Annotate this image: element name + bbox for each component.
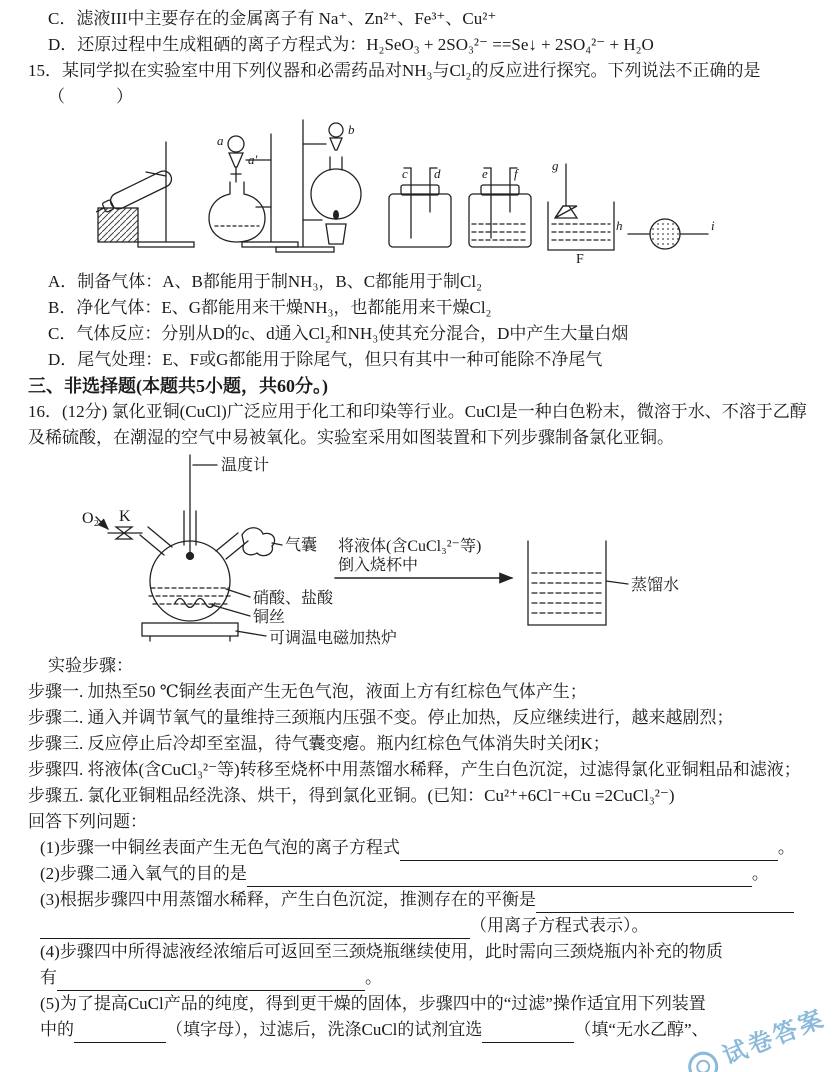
q16-sub5-blank1 bbox=[74, 1026, 166, 1043]
label-pour-line2: 倒入烧杯中 bbox=[338, 557, 419, 574]
heater bbox=[142, 623, 238, 641]
q15-option-a: A．制备气体：A、B都能用于制NH₃，B、C都能用于制Cl₂ bbox=[48, 272, 483, 291]
apparatus-g-drying-bulb bbox=[628, 219, 708, 249]
q16-sub1-period: 。 bbox=[777, 838, 795, 857]
label-a-prime: a′ bbox=[248, 152, 258, 167]
thermometer bbox=[187, 455, 218, 560]
q16-sub2-text: (2)步骤二通入氧气的目的是 bbox=[40, 864, 247, 883]
q16-step-2: 步骤二. 通入并调节氧气的量维持三颈瓶内压强不变。停止加热，反应继续进行，越来越剧烈； bbox=[28, 708, 734, 727]
apparatus-e-washing-bottle bbox=[469, 168, 531, 247]
q16-answer-title: 回答下列问题： bbox=[28, 812, 147, 831]
q15-option-c: C．气体反应：分别从D的c、d通入Cl₂和NH₃使其充分混合，D中产生大量白烟 bbox=[48, 324, 629, 343]
q16-sub2-blank bbox=[247, 870, 752, 887]
q16-intro: 16．(12分) 氯化亚铜(CuCl)广泛应用于化工和印染等行业。CuCl是一种白色粉末，微溶于水、不溶于乙醇及稀硫酸，在潮湿的空气中易被氧化。实验室采用如图装置和下列步骤制备氯化亚铜。 bbox=[28, 402, 807, 447]
label-o2: O₂ bbox=[82, 510, 100, 527]
three-neck-flask bbox=[140, 511, 248, 621]
label-thermometer: 温度计 bbox=[221, 457, 270, 474]
label-heater: 可调温电磁加热炉 bbox=[269, 630, 398, 647]
q16-sub2 bbox=[28, 861, 812, 887]
label-water: 蒸馏水 bbox=[631, 577, 680, 594]
q16-step-1: 步骤一. 加热至50 ℃铜丝表面产生无色气泡，液面上方有红棕色气体产生； bbox=[28, 682, 587, 701]
q15-apparatus-figure bbox=[96, 112, 721, 267]
q16-sub4-period: 。 bbox=[365, 968, 382, 987]
q16-sub3-text: (3)根据步骤四中用蒸馏水稀释，产生白色沉淀，推测存在的平衡是 bbox=[40, 890, 536, 909]
label-device-f: F bbox=[576, 252, 584, 267]
q16-sub3-post: （用离子方程式表示）。 bbox=[470, 916, 649, 935]
q14-option-c: C．滤液III中主要存在的金属离子有 Na⁺、Zn²⁺、Fe³⁺、Cu²⁺ bbox=[48, 9, 497, 28]
q16-sub5-text3: （填“无水乙醇”、 bbox=[574, 1020, 709, 1039]
q14-option-d: D．还原过程中生成粗硒的离子方程式为：H₂SeO₃ + 2SO₃²⁻ ==Se↓ + 2SO₄²⁻ + H₂O bbox=[48, 35, 654, 54]
q16-sub3-line1 bbox=[28, 887, 812, 913]
section-3-header: 三、非选择题(本题共5小题，共60分。) bbox=[28, 376, 328, 396]
apparatus-a-test-tube bbox=[96, 142, 194, 247]
label-c: c bbox=[402, 166, 408, 181]
q16-sub1-blank bbox=[400, 844, 778, 861]
label-gasbag: 气囊 bbox=[285, 537, 318, 554]
q16-sub4-line1: (4)步骤四中所得滤液经浓缩后可返回至三颈烧瓶继续使用，此时需向三颈烧瓶内补充的物质 bbox=[40, 942, 723, 961]
apparatus-f-beaker-funnel bbox=[548, 164, 614, 250]
q16-step-3: 步骤三. 反应停止后冷却至室温，待气囊变瘪。瓶内红棕色气体消失时关闭K； bbox=[28, 734, 610, 753]
beaker bbox=[528, 541, 606, 625]
label-copper-wire: 铜丝 bbox=[253, 609, 286, 626]
q16-sub5-blank2 bbox=[482, 1026, 574, 1043]
q16-sub5-text2: （填字母），过滤后，洗涤CuCl的试剂宜选 bbox=[166, 1020, 483, 1039]
label-k: K bbox=[119, 508, 131, 525]
apparatus-c-round-flask-lamp bbox=[276, 120, 361, 252]
q15-stem: 15．某同学拟在实验室中用下列仪器和必需药品对NH₃与Cl₂的反应进行探究。下列说法不正确的是 bbox=[28, 61, 761, 80]
q16-sub3-line2 bbox=[28, 913, 812, 939]
q16-sub5-text1: 中的 bbox=[40, 1020, 74, 1039]
q16-sub1-text: (1)步骤一中铜丝表面产生无色气泡的离子方程式 bbox=[40, 838, 400, 857]
q16-sub4-blank bbox=[57, 974, 365, 991]
q16-sub2-period: 。 bbox=[751, 864, 769, 883]
q16-sub5-line1: (5)为了提高CuCl产品的纯度，得到更干燥的固体，步骤四中的“过滤”操作适宜用下列装置 bbox=[40, 994, 706, 1013]
q15-option-d: D．尾气处理：E、F或G都能用于除尾气，但只有其中一种可能除不净尾气 bbox=[48, 350, 603, 369]
q16-sub4-line2 bbox=[28, 965, 812, 991]
apparatus-d-gas-bottle bbox=[389, 168, 451, 247]
q16-apparatus-figure bbox=[80, 453, 740, 653]
q16-sub4-text: 有 bbox=[40, 968, 57, 987]
q15-option-b: B．净化气体：E、G都能用来干燥NH₃，也都能用来干燥Cl₂ bbox=[48, 298, 492, 317]
label-a: a bbox=[217, 133, 224, 148]
label-e: e bbox=[482, 166, 488, 181]
label-i: i bbox=[711, 218, 715, 233]
q16-step-5: 步骤五. 氯化亚铜粗品经洗涤、烘干，得到氯化亚铜。(已知：Cu²⁺+6Cl⁻+Cu =2CuCl₃²⁻) bbox=[28, 786, 675, 805]
q16-sub3-blank2 bbox=[40, 922, 470, 939]
copper-wire-coil bbox=[175, 599, 215, 608]
q16-sub1 bbox=[28, 835, 812, 861]
watermark-text: 试卷答案 bbox=[719, 1004, 830, 1071]
label-pour-line1: 将液体(含CuCl₃²⁻等) bbox=[338, 538, 482, 555]
q16-steps-title: 实验步骤： bbox=[48, 656, 133, 675]
label-acid: 硝酸、盐酸 bbox=[253, 590, 334, 607]
label-b: b bbox=[348, 122, 355, 137]
q15-answer-parens: （ ） bbox=[48, 87, 133, 106]
apparatus-b-flask-funnel bbox=[209, 134, 298, 247]
q16-sub3-blank1 bbox=[536, 896, 794, 913]
label-d: d bbox=[434, 166, 441, 181]
label-g: g bbox=[552, 158, 559, 173]
label-f: f bbox=[514, 166, 518, 181]
label-h: h bbox=[616, 218, 623, 233]
q16-sub5-line2 bbox=[28, 1017, 812, 1043]
q16-step-4: 步骤四. 将液体(含CuCl₃²⁻等)转移至烧杯中用蒸馏水稀释，产生白色沉淀，过滤得氯化亚铜粗品和滤液； bbox=[28, 760, 801, 779]
watermark-logo-icon bbox=[684, 1047, 723, 1072]
